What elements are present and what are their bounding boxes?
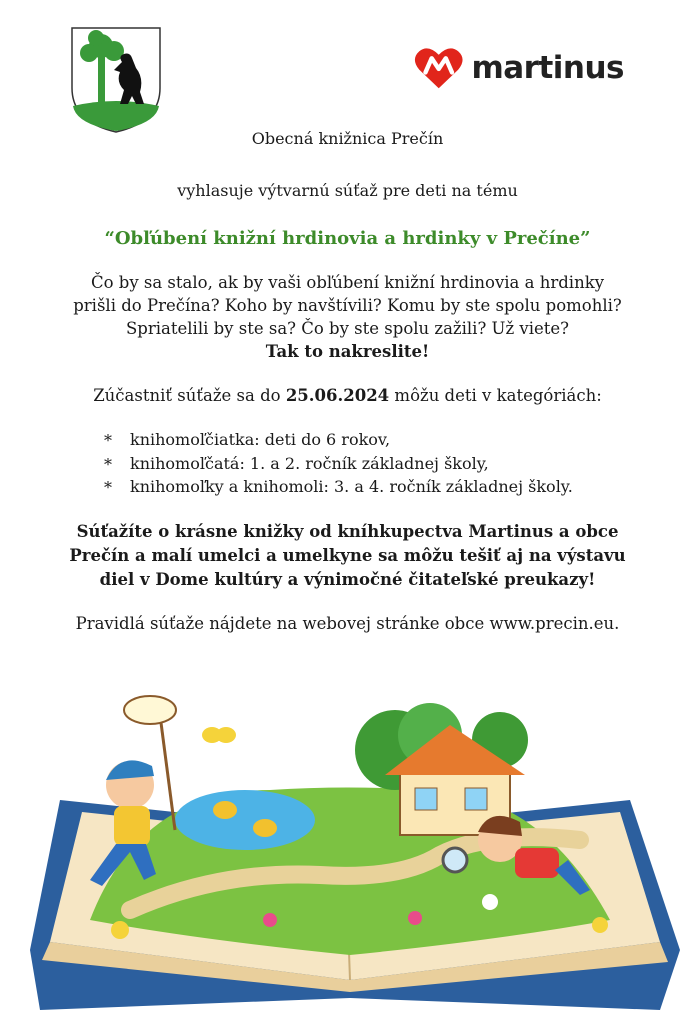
prizes-line-2: Prečín a malí umelci a umelkyne sa môžu tešiť aj na výstavu	[69, 546, 626, 565]
martinus-m-heart-logo-icon	[414, 43, 463, 93]
question-line-1: Čo by sa stalo, ak by vaši obľúbení knižní hrdinovia a hrdinky	[90, 273, 605, 292]
question-line-2: prišli do Prečína? Koho by navštívili? Komu by ste spolu pomohli?	[73, 296, 622, 315]
list-item: * knihomoľčatá: 1. a 2. ročník základnej školy,	[104, 452, 573, 476]
open-book-illustration-icon	[20, 680, 685, 1020]
library-name: Obecná knižnica Prečín	[251, 129, 444, 148]
call-to-action: Tak to nakreslite!	[265, 342, 430, 361]
rules-text: Pravidlá súťaže nájdete na webovej stránke obce www.precin.eu.	[75, 614, 620, 633]
question-line-3: Spriatelili by ste sa? Čo by ste spolu zažili? Už viete?	[126, 319, 569, 338]
list-item: * knihomoľčiatka: deti do 6 rokov,	[104, 428, 573, 452]
prizes-line-3: diel v Dome kultúry a výnimočné čitateľské preukazy!	[99, 570, 596, 589]
deadline-after: môžu deti v kategóriách:	[389, 386, 602, 405]
martinus-logo	[414, 42, 624, 94]
coat-of-arms-icon	[70, 26, 162, 134]
logo-text: martinus	[471, 50, 624, 86]
deadline-before: Zúčastniť súťaže sa do	[93, 386, 286, 405]
deadline-line	[0, 384, 695, 408]
deadline-date: 25.06.2024	[285, 386, 390, 405]
list-item: * knihomoľky a knihomoli: 3. a 4. ročník základnej školy.	[104, 475, 573, 499]
announcement: vyhlasuje výtvarnú súťaž pre deti na tému	[177, 181, 518, 200]
category-list	[104, 428, 573, 499]
prizes-line-1: Súťažíte o krásne knižky od kníhkupectva Martinus a obce	[76, 522, 619, 541]
contest-title: “Obľúbení knižní hrdinovia a hrdinky v Prečíne”	[104, 228, 591, 249]
